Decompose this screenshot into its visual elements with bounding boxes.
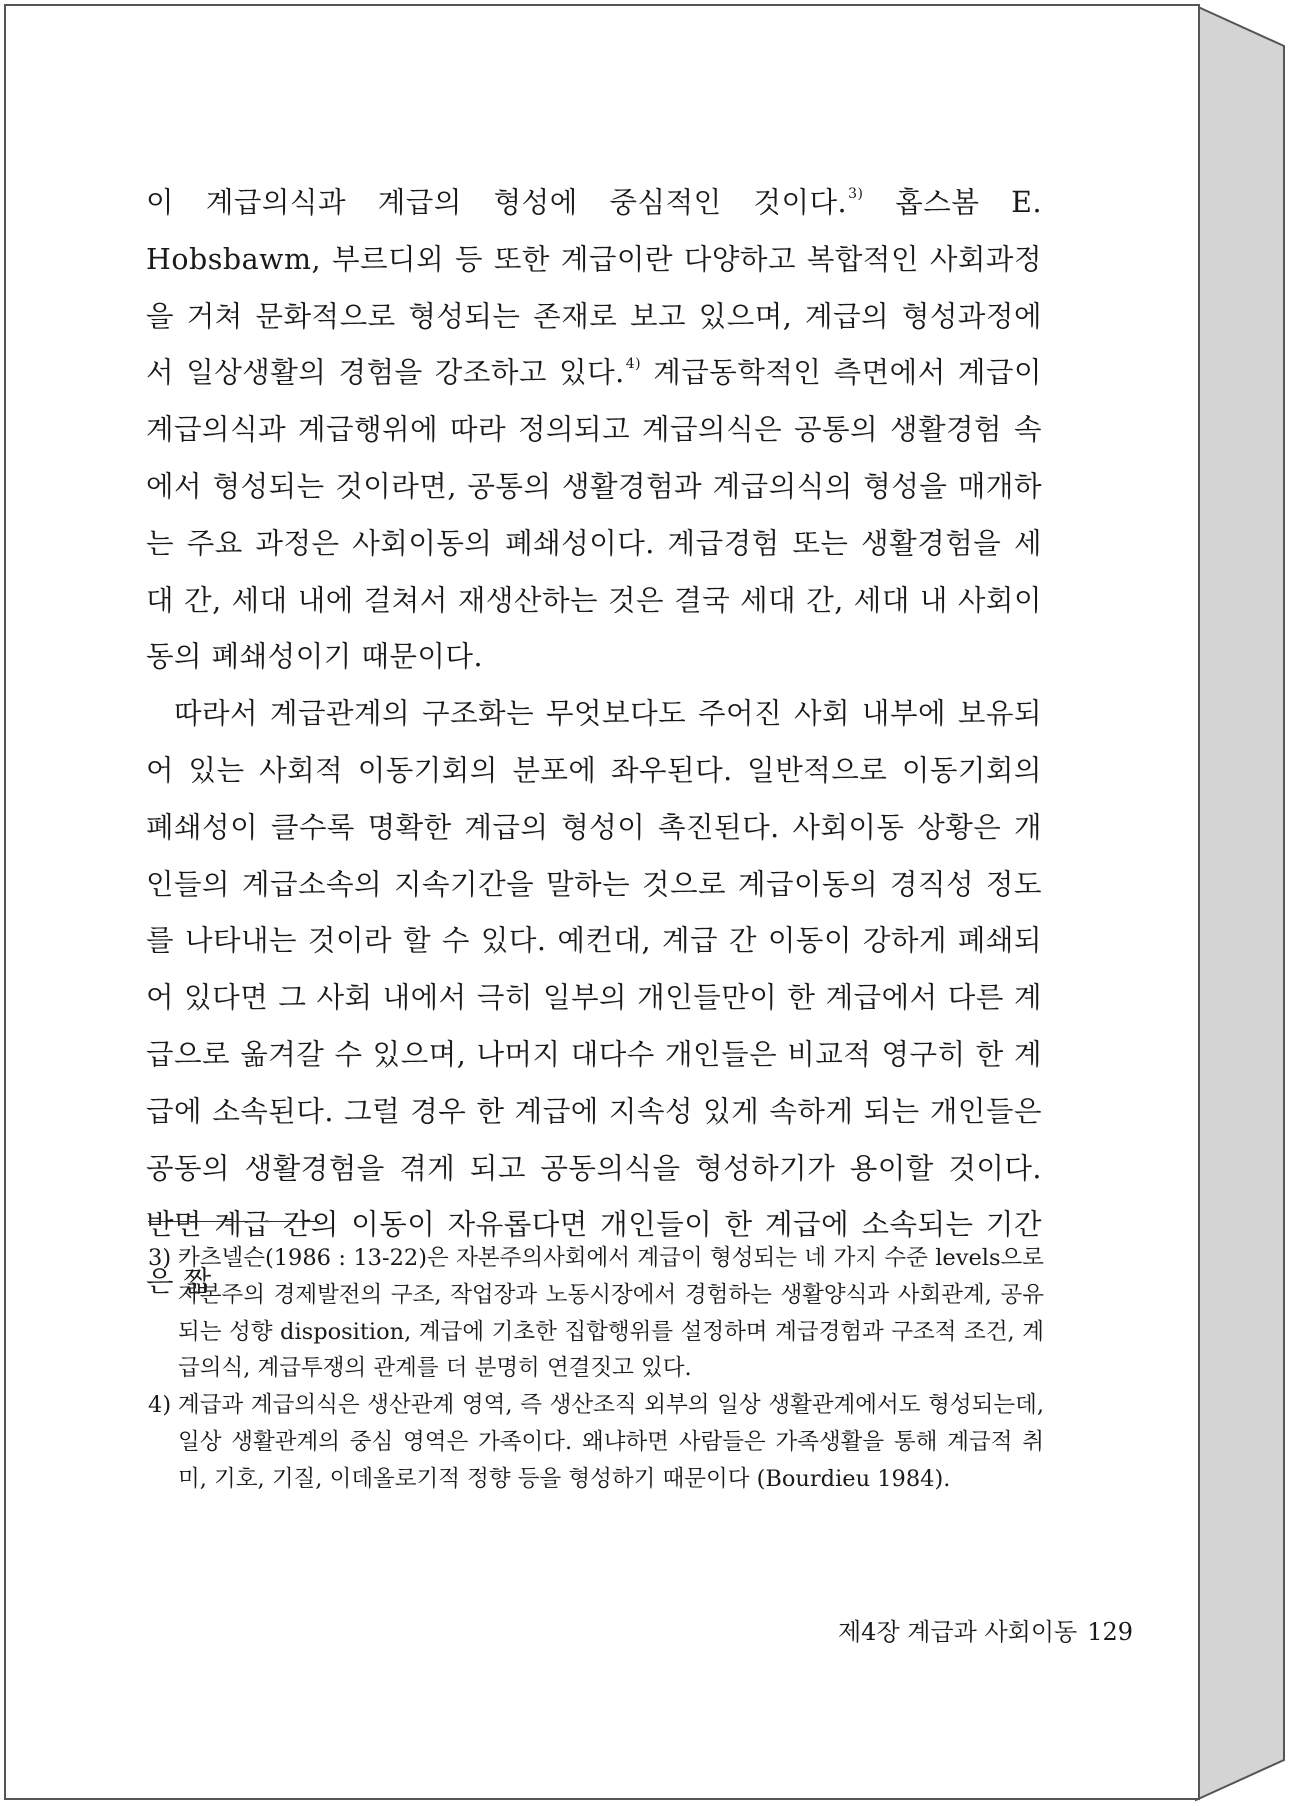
body-text <box>146 175 1042 1311</box>
page-number: 129 <box>1087 1618 1133 1646</box>
footnote-number: 4) <box>148 1392 172 1419</box>
footnotes <box>148 1240 1044 1498</box>
footnote-4 <box>148 1387 1044 1497</box>
paragraph-1 <box>146 175 1042 686</box>
paragraph-1-part-1: 이 계급의식과 계급의 형성에 중심적인 것이다. <box>146 186 848 219</box>
footnote-text: 계급과 계급의식은 생산관계 영역, 즉 생산조직 외부의 일상 생활관계에서도 형성되는데, 일상 생활관계의 중심 영역은 가족이다. 왜냐하면 사람들은 가족생활을 통해 계급적 취미, 기호, 기질, 이데올로기적 정향 등을 형성하기 때문이다 (Bourdieu 1984). <box>178 1392 1044 1492</box>
book-side-edge <box>1196 6 1284 1800</box>
footnote-divider <box>148 1221 320 1222</box>
paragraph-1-part-2: 홉스봄 E. Hobsbawm, 부르디외 등 또한 계급이란 다양하고 복합적인 사회과정을 거쳐 문화적으로 형성되는 존재로 보고 있으며, 계급의 형성과정에서 일상생활의 경험을 강조하고 있다. <box>146 186 1042 390</box>
footnote-text: 카츠넬슨(1986 : 13-22)은 자본주의사회에서 계급이 형성되는 네 가지 수준 levels으로 자본주의 경제발전의 구조, 작업장과 노동시장에서 경험하는 생활양식과 사회관계, 공유되는 성향 disposition, 계급에 기초한 집합행위를 설정하며 계급경험과 구조적 조건, 계급의식, 계급투쟁의 관계를 더 분명히 연결짓고 있다. <box>178 1245 1044 1382</box>
footnote-number: 3) <box>148 1245 172 1271</box>
paragraph-1-part-3: 계급동학적인 측면에서 계급이 계급의식과 계급행위에 따라 정의되고 계급의식은 공통의 생활경험 속에서 형성되는 것이라면, 공통의 생활경험과 계급의식의 형성을 매개하는 주요 과정은 사회이동의 폐쇄성이다. 계급경험 또는 생활경험을 세대 간, 세대 내에 걸쳐서 재생산하는 것은 결국 세대 간, 세대 내 사회이동의 폐쇄성이기 때문이다. <box>146 356 1042 674</box>
footnote-3 <box>148 1240 1044 1387</box>
chapter-title: 제4장 계급과 사회이동 <box>838 1618 1078 1646</box>
running-footer <box>828 1617 1133 1647</box>
paragraph-2: 따라서 계급관계의 구조화는 무엇보다도 주어진 사회 내부에 보유되어 있는 사회적 이동기회의 분포에 좌우된다. 일반적으로 이동기회의 폐쇄성이 클수록 명확한 계급의 형성이 촉진된다. 사회이동 상황은 개인들의 계급소속의 지속기간을 말하는 것으로 계급이동의 경직성 정도를 나타내는 것이라 할 수 있다. 예컨대, 계급 간 이동이 강하게 폐쇄되어 있다면 그 사회 내에서 극히 일부의 개인들만이 한 계급에서 다른 계급으로 옮겨갈 수 있으며, 나머지 대다수 개인들은 비교적 영구히 한 계급에 소속된다. 그럴 경우 한 계급에 지속성 있게 속하게 되는 개인들은 공동의 생활경험을 겪게 되고 공동의식을 형성하기가 용이할 것이다. 반면 계급 간의 이동이 자유롭다면 개인들이 한 계급에 소속되는 기간은 짧 <box>146 697 1042 1299</box>
footnote-ref-4: 4) <box>625 356 642 373</box>
footnote-ref-3: 3) <box>848 186 864 202</box>
